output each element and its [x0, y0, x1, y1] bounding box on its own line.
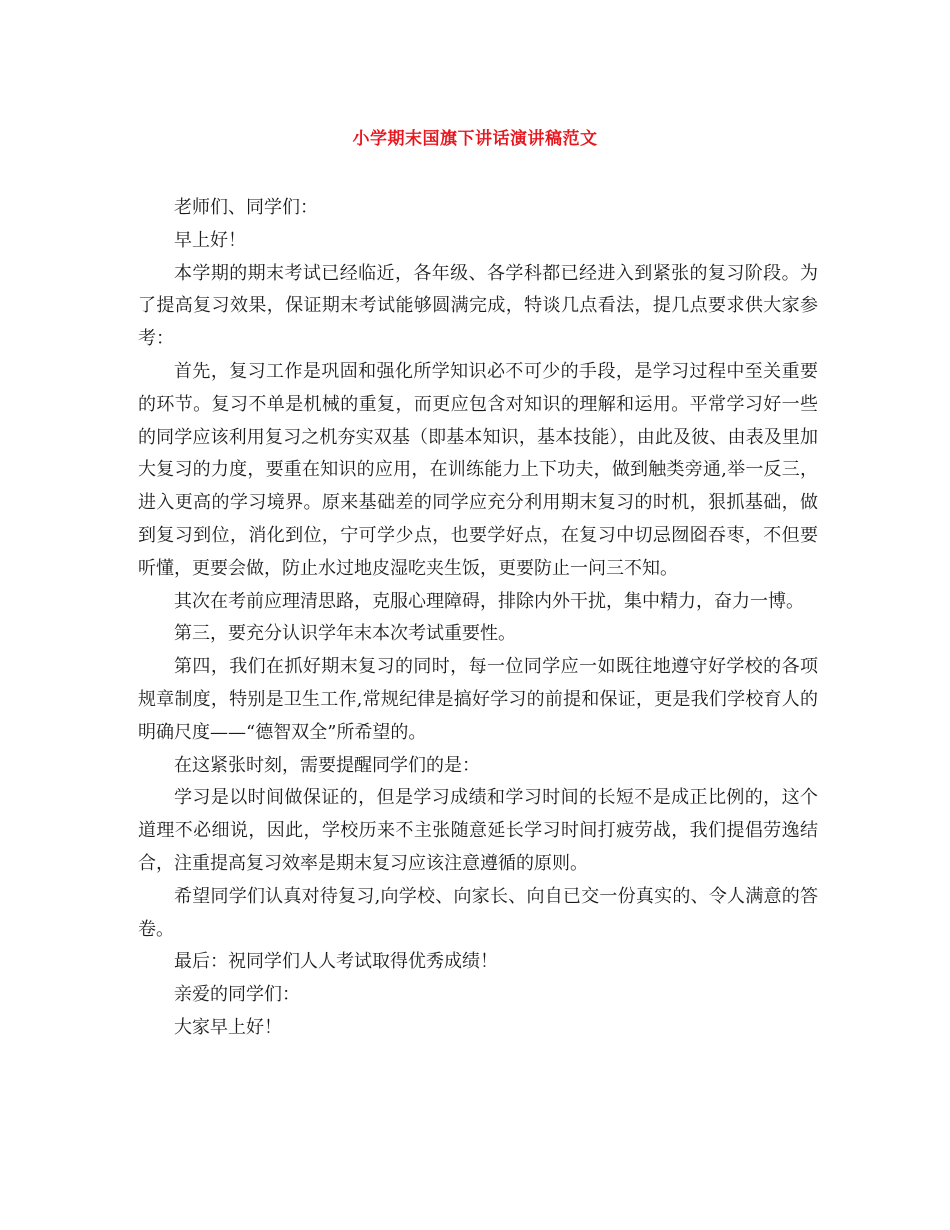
paragraph-intro: 本学期的期末考试已经临近，各年级、各学科都已经进入到紧张的复习阶段。为了提高复习效果，保证期末考试能够圆满完成，特谈几点看法，提几点要求供大家参考：: [138, 262, 818, 350]
paragraph-second-salutation: 亲爱的同学们：: [174, 984, 300, 1006]
paragraph-salutation: 老师们、同学们：: [174, 197, 318, 218]
paragraph-second-point: 其次在考前应理清思路，克服心理障碍，排除内外干扰，集中精力，奋力一博。: [174, 590, 804, 612]
paragraph-closing: 最后：祝同学们人人考试取得优秀成绩！: [174, 951, 498, 973]
paragraph-first-point: 首先，复习工作是巩固和强化所学知识必不可少的手段，是学习过程中至关重要的环节。复习不单是机械的重复，而更应包含对知识的理解和运用。平常学习好一些的同学应该利用复习之机夯实双基（即基本知识，基本技能），由此及彼、由表及里加大复习的力度，要重在知识的应用，在训练能力上下功夫，做到触类旁通,举一反三，进入更高的学习境界。原来基础差的同学应充分利用期末复习的时机，狠抓基础，做到复习到位，消化到位，宁可学少点，也要学好点，在复习中切忌囫囵吞枣，不但要听懂，更要会做，防止水过地皮湿吃夹生饭，更要防止一问三不知。: [138, 360, 818, 579]
paragraph-fourth-point: 第四，我们在抓好期末复习的同时，每一位同学应一如既往地遵守好学校的各项规章制度，特别是卫生工作,常规纪律是搞好学习的前提和保证，更是我们学校育人的明确尺度——“德智双全”所希望的。: [138, 656, 818, 743]
paragraph-second-greeting: 大家早上好！: [174, 1016, 282, 1038]
paragraph-third-point: 第三，要充分认识学年末本次考试重要性。: [174, 623, 516, 645]
document-body: [138, 192, 818, 1045]
paragraph-hope: 希望同学们认真对待复习,向学校、向家长、向自已交一份真实的、令人满意的答卷。: [138, 885, 818, 940]
paragraph-reminder-heading: 在这紧张时刻，需要提醒同学们的是：: [174, 754, 480, 776]
document-title: 小学期末国旗下讲话演讲稿范文: [352, 129, 598, 149]
paragraph-reminder-body: 学习是以时间做保证的，但是学习成绩和学习时间的长短不是成正比例的，这个道理不必细说，因此，学校历来不主张随意延长学习时间打疲劳战，我们提倡劳逸结合，注重提高复习效率是期末复习应该注意遵循的原则。: [138, 787, 818, 874]
paragraph-greeting: 早上好！: [174, 229, 246, 251]
